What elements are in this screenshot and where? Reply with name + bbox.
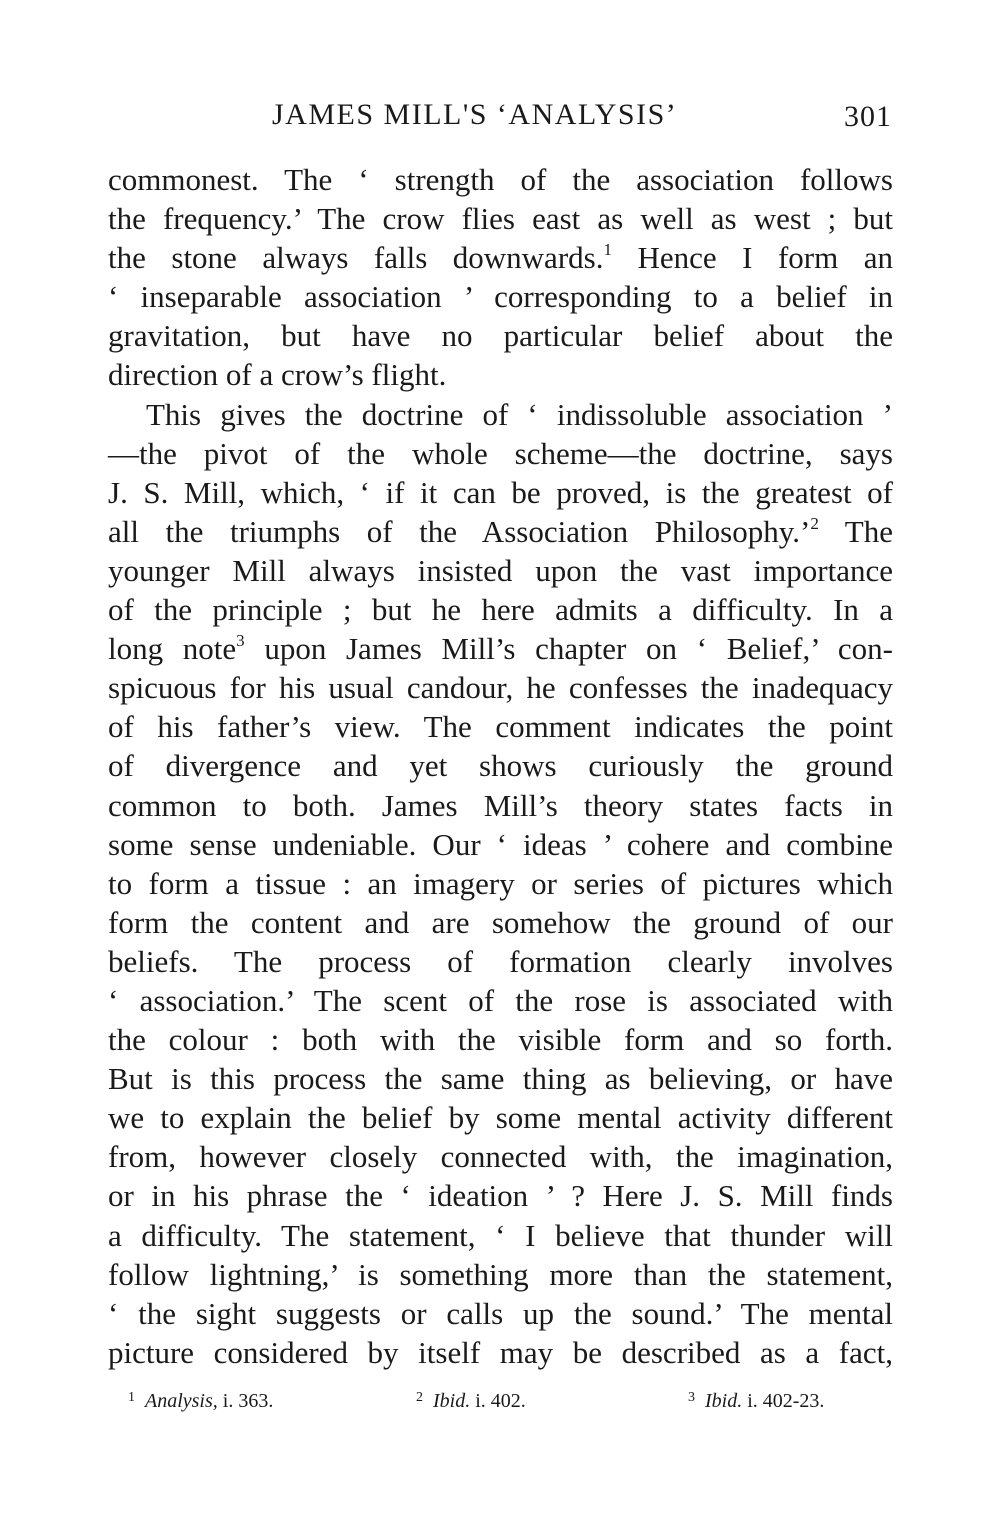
text-line: of divergence and yet shows curiously the ground bbox=[108, 748, 893, 784]
text-line: of his father’s view. The comment indicates the point bbox=[108, 709, 893, 745]
page-number: 301 bbox=[844, 100, 892, 133]
footnote-ref-text: i. 402. bbox=[470, 1390, 526, 1412]
footnote-work: Ibid. bbox=[433, 1390, 471, 1412]
text-line: follow lightning,’ is something more than the statement, bbox=[108, 1256, 893, 1292]
footnote-3 bbox=[688, 1390, 824, 1413]
footnote-mark: 3 bbox=[688, 1390, 695, 1405]
footnote-ref: 3 bbox=[236, 631, 245, 651]
footnote-ref-text: i. 402-23. bbox=[742, 1390, 825, 1412]
text-line: —the pivot of the whole scheme—the doctrine, says bbox=[108, 435, 893, 471]
text-line: ‘ inseparable association ’ corresponding to a belief in bbox=[108, 279, 893, 315]
text-line: beliefs. The process of formation clearly involves bbox=[108, 943, 893, 979]
footnote-mark: 2 bbox=[416, 1390, 423, 1405]
text-line: common to both. James Mill’s theory states facts in bbox=[108, 787, 893, 823]
text-line: ‘ the sight suggests or calls up the sound.’ The mental bbox=[108, 1295, 893, 1331]
text-line: J. S. Mill, which, ‘ if it can be proved, is the greatest of bbox=[108, 474, 893, 510]
text-line: gravitation, but have no particular belief about the bbox=[108, 318, 893, 354]
footnote-mark: 1 bbox=[128, 1390, 135, 1405]
text-line: we to explain the belief by some mental activity different bbox=[108, 1100, 893, 1136]
footnote-work: Ibid. bbox=[705, 1390, 743, 1412]
page-header bbox=[0, 98, 1000, 148]
text-line: the stone always falls downwards.$^1$ Hence I form an bbox=[108, 240, 893, 276]
footnote-work: Analysis, bbox=[145, 1390, 218, 1412]
text-line: from, however closely connected with, the imagination, bbox=[108, 1139, 893, 1175]
text-line: a difficulty. The statement, ‘ I believe that thunder will bbox=[108, 1217, 893, 1253]
text-line: or in his phrase the ‘ ideation ’ ? Here J. S. Mill finds bbox=[108, 1178, 893, 1214]
footnotes bbox=[128, 1390, 868, 1422]
footnote-2 bbox=[416, 1390, 526, 1413]
text-line: younger Mill always insisted upon the vast importance bbox=[108, 552, 893, 588]
text-line: direction of a crow’s flight. bbox=[108, 357, 447, 393]
footnote-ref: 2 bbox=[810, 513, 819, 533]
footnote-ref-text: i. 363. bbox=[217, 1390, 274, 1412]
text-line: the colour : both with the visible form and so forth. bbox=[108, 1022, 893, 1058]
text-line: to form a tissue : an imagery or series of pictures which bbox=[108, 865, 893, 901]
text-line: commonest. The ‘ strength of the association follows bbox=[108, 162, 893, 197]
running-title: JAMES MILL'S ‘ANALYSIS’ bbox=[272, 98, 678, 131]
text-line: But is this process the same thing as believing, or have bbox=[108, 1061, 893, 1097]
text-line: the frequency.’ The crow flies east as well as west ; but bbox=[108, 201, 893, 237]
body-text bbox=[108, 160, 893, 1372]
text-line: This gives the doctrine of ‘ indissoluble association ’ bbox=[146, 396, 893, 432]
footnote-ref: 1 bbox=[603, 240, 612, 260]
text-line: some sense undeniable. Our ‘ ideas ’ cohere and combine bbox=[108, 826, 893, 862]
text-line: ‘ association.’ The scent of the rose is associated with bbox=[108, 982, 893, 1018]
text-line: all the triumphs of the Association Philosophy.’$^2$ The bbox=[108, 513, 893, 549]
text-line: of the principle ; but he here admits a difficulty. In a bbox=[108, 592, 893, 628]
text-line: spicuous for his usual candour, he confesses the inadequacy bbox=[108, 670, 893, 706]
text-line: form the content and are somehow the ground of our bbox=[108, 904, 893, 940]
text-line: long note$^3$ upon James Mill’s chapter on ‘ Belief,’ con- bbox=[108, 631, 893, 667]
footnote-1 bbox=[128, 1390, 273, 1413]
text-line: picture considered by itself may be described as a fact, bbox=[108, 1334, 893, 1370]
